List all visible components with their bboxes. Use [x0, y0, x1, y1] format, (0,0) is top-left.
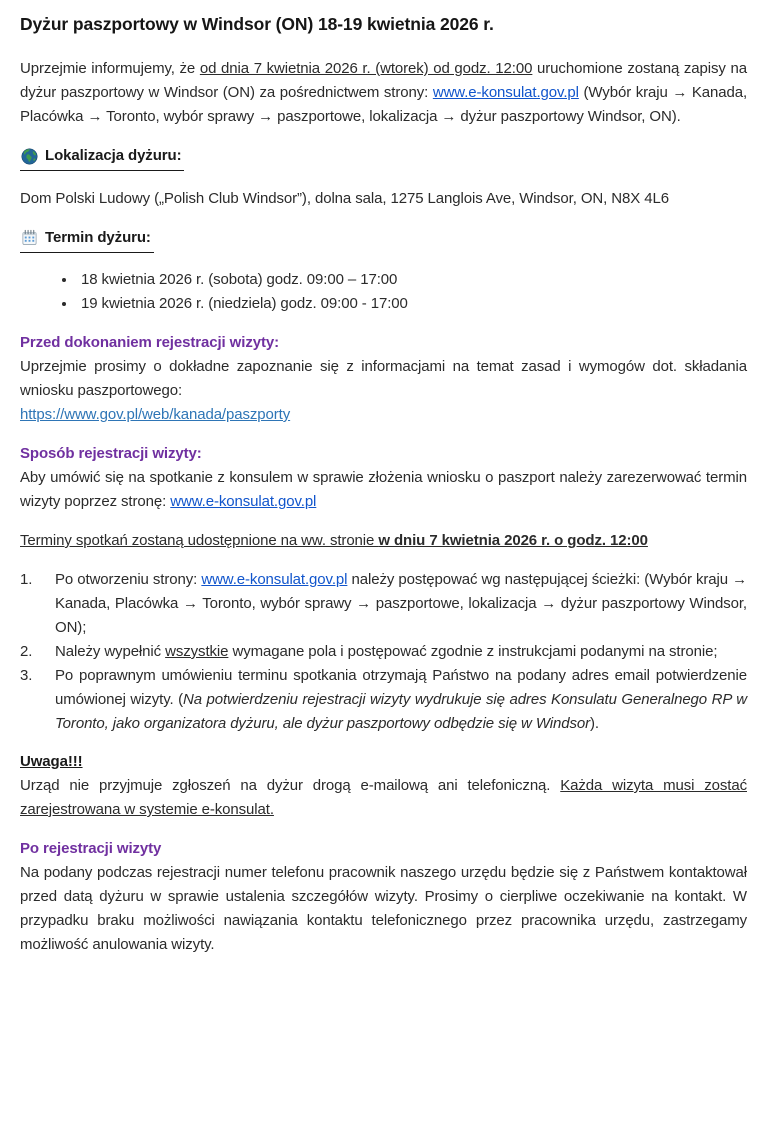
how-to-register-body: Aby umówić się na spotkanie z konsulem w sprawie złożenia wniosku o paszport należy zarezerwować termin wizyty poprzez stronę: [20, 469, 747, 510]
schedule-item: • 18 kwietnia 2026 r. (sobota) godz. 09:00 – 17:00 [77, 268, 747, 292]
before-registration-body: Uprzejmie prosimy o dokładne zapoznanie się z informacjami na temat zasad i wymogów dot. składania wniosku paszportowego: [20, 358, 747, 399]
step-2-post: wymagane pola i postępować zgodnie z instrukcjami podanymi na stronie; [228, 643, 718, 660]
availability-note-bold: w dniu 7 kwietnia 2026 r. o godz. 12:00 [378, 532, 648, 549]
step-1-post: należy postępować wg następującej ścieżki: (Wybór kraju → Kanada, Placówka → Toronto, wybór sprawy → paszportowe, lokalizacja → dyżur paszportowy Windsor, ON); [55, 571, 747, 636]
step-text [55, 568, 747, 640]
step-3-italic: Na potwierdzeniu rejestracji wizyty wydrukuje się adres Konsulatu Generalnego RP w Toronto, jako organizatora dyżuru, ale dyżur paszportowy odbędzie się w Windsor [55, 691, 747, 732]
location-heading-label: Lokalizacja dyżuru: [45, 147, 182, 164]
step-number: 2. [20, 643, 33, 660]
warning-body-underlined: Każda wizyta musi zostać zarejestrowana w systemie e-konsulat. [20, 777, 747, 818]
intro-paragraph [20, 57, 747, 129]
schedule-heading-label: Termin dyżuru: [45, 228, 151, 246]
after-registration-heading: Po rejestracji wizyty [20, 840, 162, 857]
steps-list [20, 568, 747, 736]
gov-paszporty-link[interactable]: https://www.gov.pl/web/kanada/paszporty [20, 406, 291, 423]
before-registration-heading: Przed dokonaniem rejestracji wizyty: [20, 334, 279, 351]
how-to-register-heading: Sposób rejestracji wizyty: [20, 445, 202, 462]
warning-text [20, 774, 747, 822]
step-1-pre: Po otworzeniu strony: [55, 571, 202, 588]
globe-americas-icon [21, 148, 38, 165]
step-number: 1. [20, 571, 33, 588]
step-text [55, 664, 747, 736]
before-registration-text [20, 355, 747, 427]
warning-body: Urząd nie przyjmuje zgłoszeń na dyżur drogą e-mailową ani telefoniczną. [20, 777, 561, 794]
location-heading [20, 144, 747, 173]
intro-text: Uprzejmie informujemy, że [20, 60, 200, 77]
how-to-register-text [20, 466, 747, 514]
after-registration-text: Na podany podczas rejestracji numer telefonu pracownik naszego urzędu będzie się z Państwem kontaktował przed datą dyżuru w sprawie ustalenia szczegółów wizyty. Prosimy o cierpliwe oczekiwanie na kontakt. W przypadku braku możliwości nawiązania kontaktu telefonicznego przez pracownika urzędu, zastrzegamy możliwość anulowania wizyty. [20, 864, 747, 953]
warning-section [20, 750, 747, 822]
step-item [20, 640, 747, 664]
step-2-underlined: wszystkie [165, 643, 229, 660]
warning-heading-label: Uwaga!!! [20, 753, 83, 770]
after-registration-section [20, 837, 747, 957]
schedule-list [20, 268, 747, 316]
step-text [55, 640, 747, 664]
warning-heading [20, 750, 747, 774]
schedule-item: • 19 kwietnia 2026 r. (niedziela) godz. 09:00 - 17:00 [77, 292, 747, 316]
step-2-pre: Należy wypełnić [55, 643, 166, 660]
step-item [20, 568, 747, 640]
spiral-calendar-icon [21, 229, 38, 246]
page-title: Dyżur paszportowy w Windsor (ON) 18-19 kwietnia 2026 r. [20, 14, 494, 34]
step-3-post: ). [590, 715, 599, 732]
how-to-register-section [20, 442, 747, 514]
location-address: Dom Polski Ludowy („Polish Club Windsor”), dolna sala, 1275 Langlois Ave, Windsor, ON, N8X 4L6 [20, 189, 669, 207]
e-konsulat-link[interactable]: www.e-konsulat.gov.pl [432, 84, 579, 101]
before-registration-section [20, 331, 747, 427]
availability-note-regular: Terminy spotkań zostaną udostępnione na ww. stronie [20, 532, 379, 549]
intro-text-mid: uruchomione zostaną zapisy na dyżur paszportowy w Windsor (ON) za pośrednictwem strony: [20, 60, 747, 101]
schedule-heading [20, 226, 747, 255]
step-item [20, 664, 747, 736]
e-konsulat-link-2[interactable]: www.e-konsulat.gov.pl [170, 493, 317, 510]
e-konsulat-link-3[interactable]: www.e-konsulat.gov.pl [201, 571, 348, 588]
intro-date-underlined: od dnia 7 kwietnia 2026 r. (wtorek) od godz. 12:00 [199, 60, 533, 77]
step-3-pre: Po poprawnym umówieniu terminu spotkania otrzymają Państwo na podany adres email potwierdzenie umówionej wizyty. ( [55, 667, 747, 708]
step-number: 3. [20, 667, 33, 684]
availability-note [20, 529, 747, 553]
intro-text-post: (Wybór kraju → Kanada, Placówka → Toronto, wybór sprawy → paszportowe, lokalizacja → dyżur paszportowy Windsor, ON). [20, 84, 748, 125]
